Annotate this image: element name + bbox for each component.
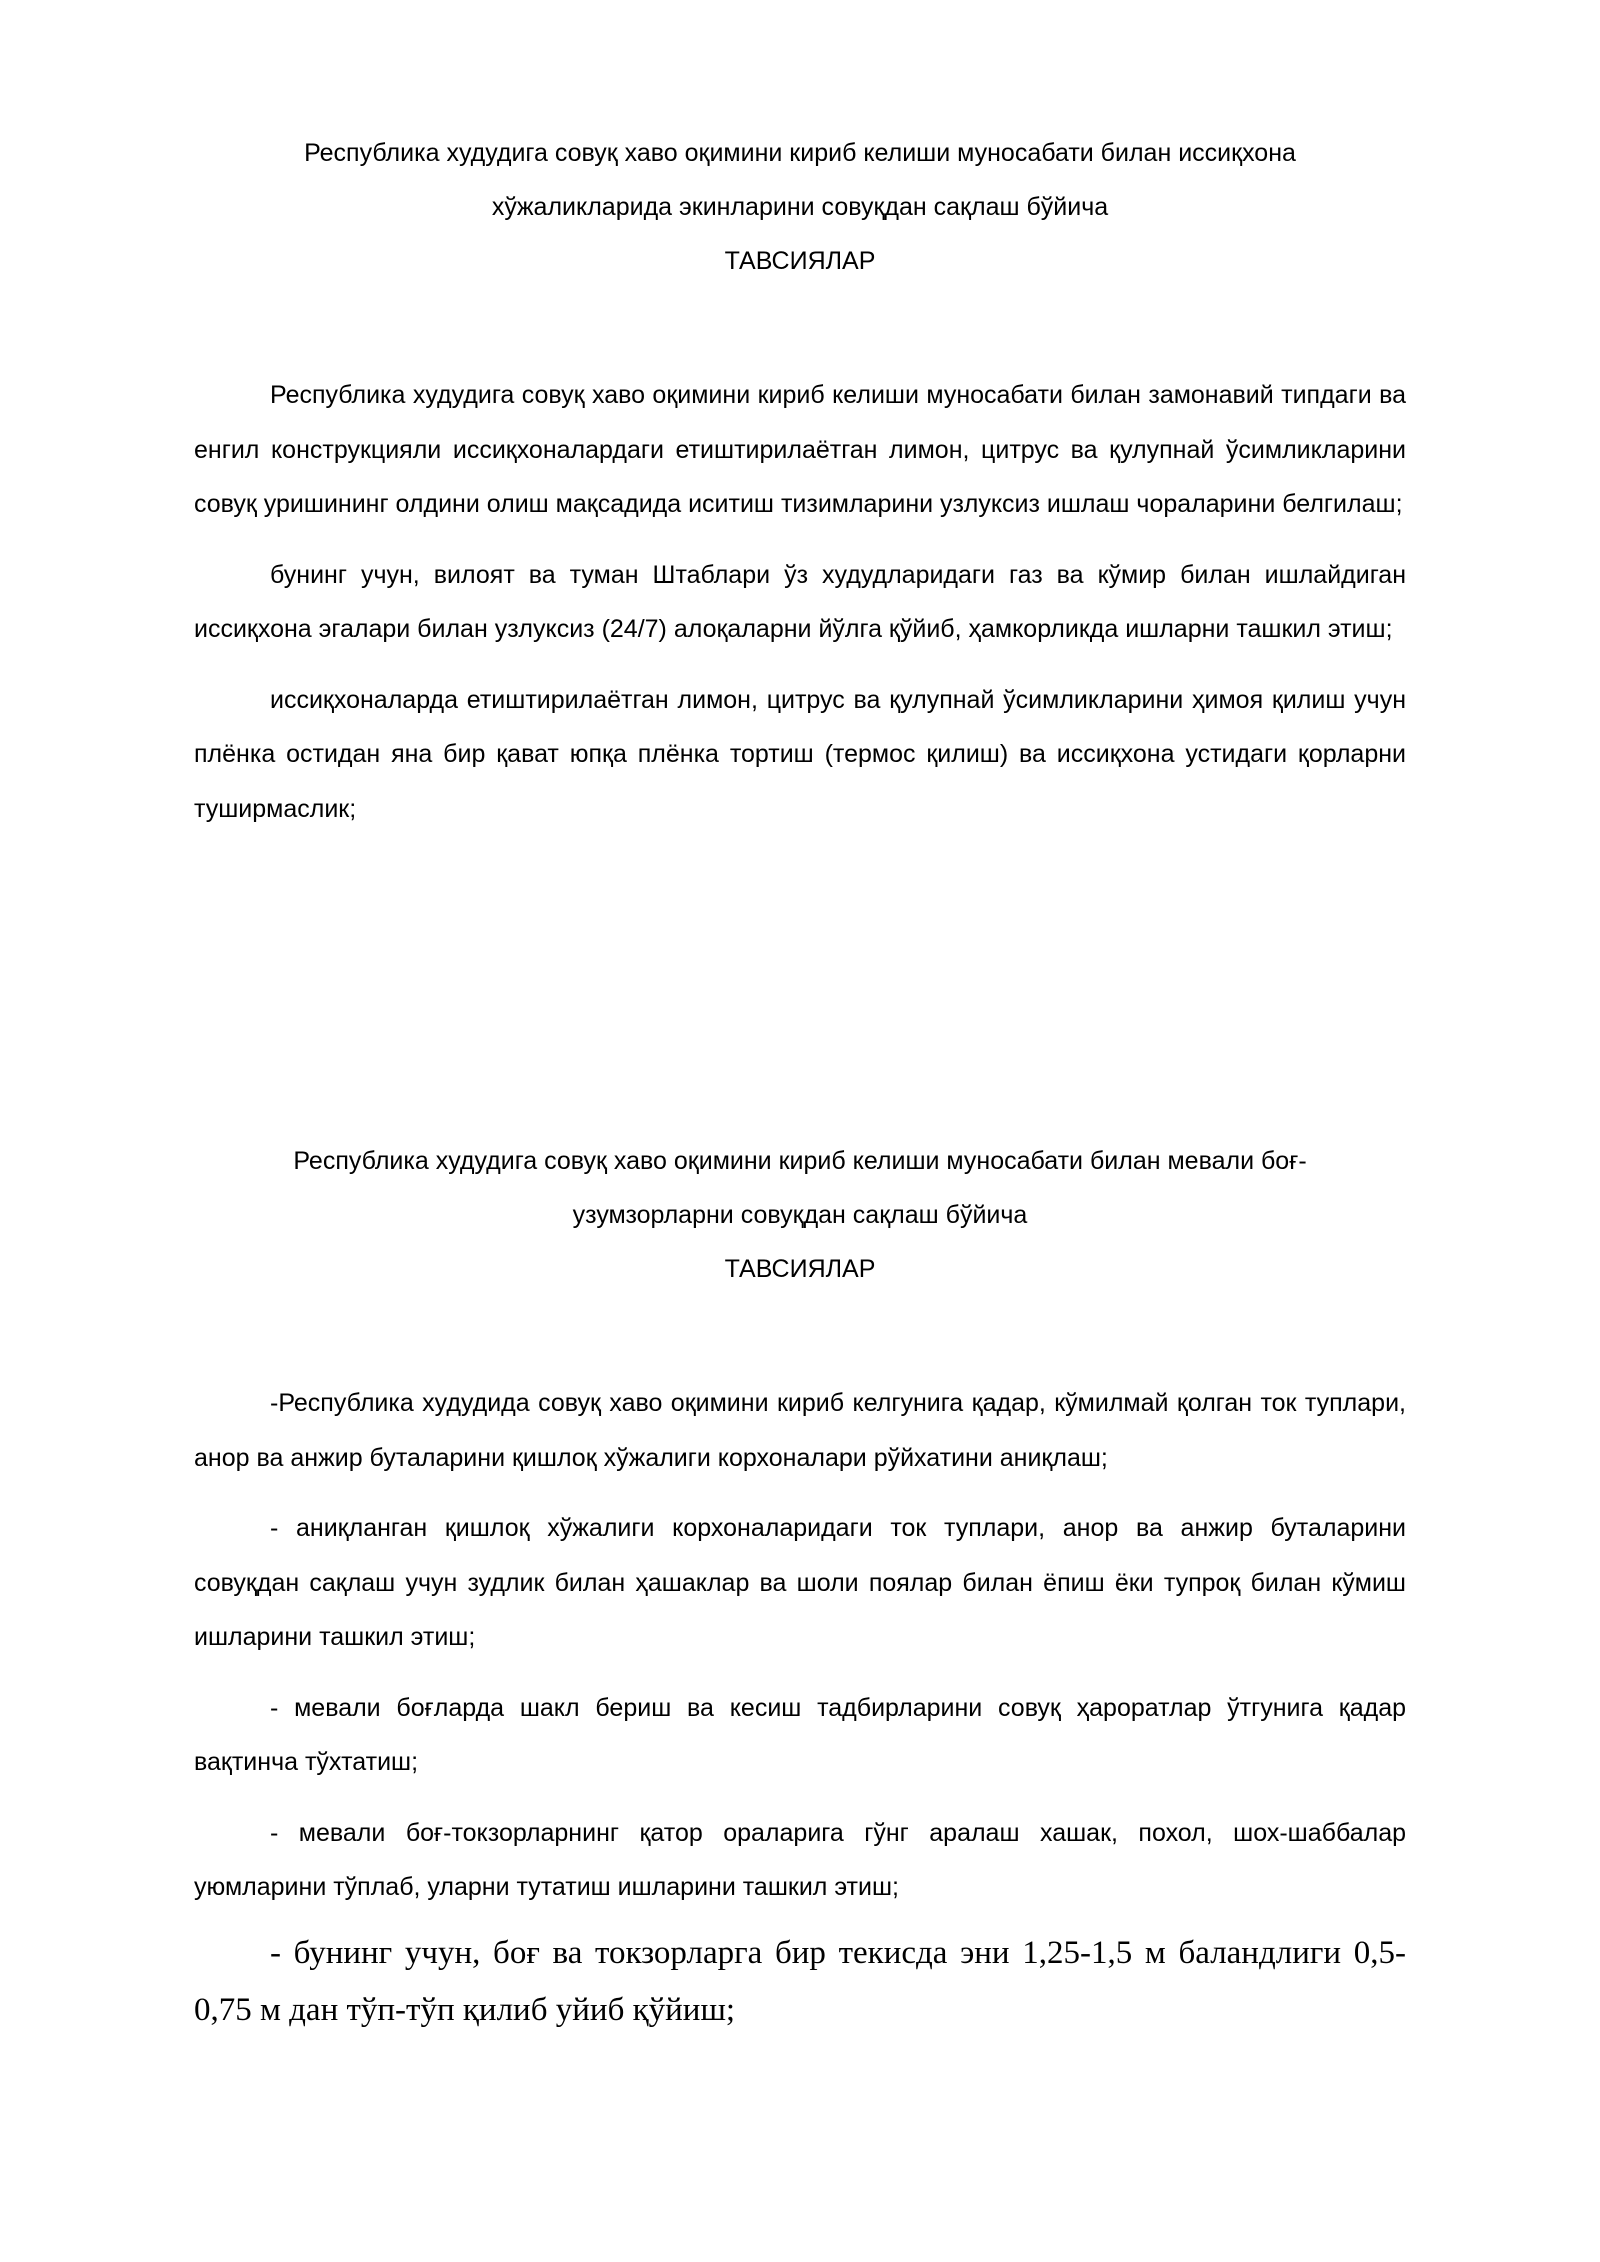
section1-paragraph-1: Республика худудига совуқ хаво оқимини кириб келиши муносабати билан замонавий типдаги ва енгил конструкцияли иссиқхоналардаги етиштирилаётган лимон, цитрус ва қулупнай ўсимликларини совуқ уришининг олдини олиш мақсадида иситиш тизимларини узлуксиз ишлаш чораларини белгилаш; <box>194 381 1406 518</box>
section2-heading-line2: узумзорларни совуқдан сақлаш бўйича <box>572 1201 1028 1229</box>
section2-heading-line1: Республика худудига совуқ хаво оқимини кириб келиши муносабати билан мевали боғ- <box>293 1147 1307 1175</box>
section1-body <box>194 368 1406 836</box>
section2-final-paragraph: - бунинг учун, боғ ва токзорларга бир текисда эни 1,25-1,5 м баландлиги 0,5-0,75 м дан тўп-тўп қилиб уйиб қўйиш; <box>194 1934 1406 2028</box>
section1-heading-line2: хўжаликларида экинларини совуқдан сақлаш бўйича <box>491 193 1109 221</box>
section2-title: ТАВСИЯЛАР <box>724 1255 876 1283</box>
section-orchard-recommendations <box>194 1134 1406 1296</box>
section1-title: ТАВСИЯЛАР <box>724 247 876 275</box>
section-greenhouse-recommendations <box>194 126 1406 288</box>
section1-paragraph-2: бунинг учун, вилоят ва туман Штаблари ўз худудларидаги газ ва кўмир билан ишлайдиган иссиқхона эгалари билан узлуксиз (24/7) алоқаларни йўлга қўйиб, ҳамкорликда ишларни ташкил этиш; <box>194 560 1406 643</box>
section2-body <box>194 1376 1406 2039</box>
section2-paragraph-1: -Республика худудида совуқ хаво оқимини кириб келгунига қадар, кўмилмай қолган ток туплари, анор ва анжир буталарини қишлоқ хўжалиги корхоналари рўйхатини аниқлаш; <box>194 1389 1406 1472</box>
section2-paragraph-3: - мевали боғларда шакл бериш ва кесиш тадбирларини совуқ ҳароратлар ўтгунига қадар вақтинча тўхтатиш; <box>194 1693 1406 1776</box>
section2-paragraph-4: - мевали боғ-токзорларнинг қатор ораларига гўнг аралаш хашак, похол, шох-шаббалар уюмларини тўплаб, уларни тутатиш ишларини ташкил этиш; <box>194 1818 1406 1901</box>
section1-paragraph-3: иссиқхоналарда етиштирилаётган лимон, цитрус ва қулупнай ўсимликларини ҳимоя қилиш учун плёнка остидан яна бир қават юпқа плёнка тортиш (термос қилиш) ва иссиқхона устидаги қорларни туширмаслик; <box>194 685 1406 823</box>
section2-paragraph-2: - аниқланган қишлоқ хўжалиги корхоналаридаги ток туплари, анор ва анжир буталарини совуқдан сақлаш учун зудлик билан ҳашаклар ва шоли поялар билан ёпиш ёки тупроқ билан кўмиш ишларини ташкил этиш; <box>194 1514 1406 1651</box>
section1-heading-line1: Республика худудига совуқ хаво оқимини кириб келиши муносабати билан иссиқхона <box>304 139 1296 167</box>
